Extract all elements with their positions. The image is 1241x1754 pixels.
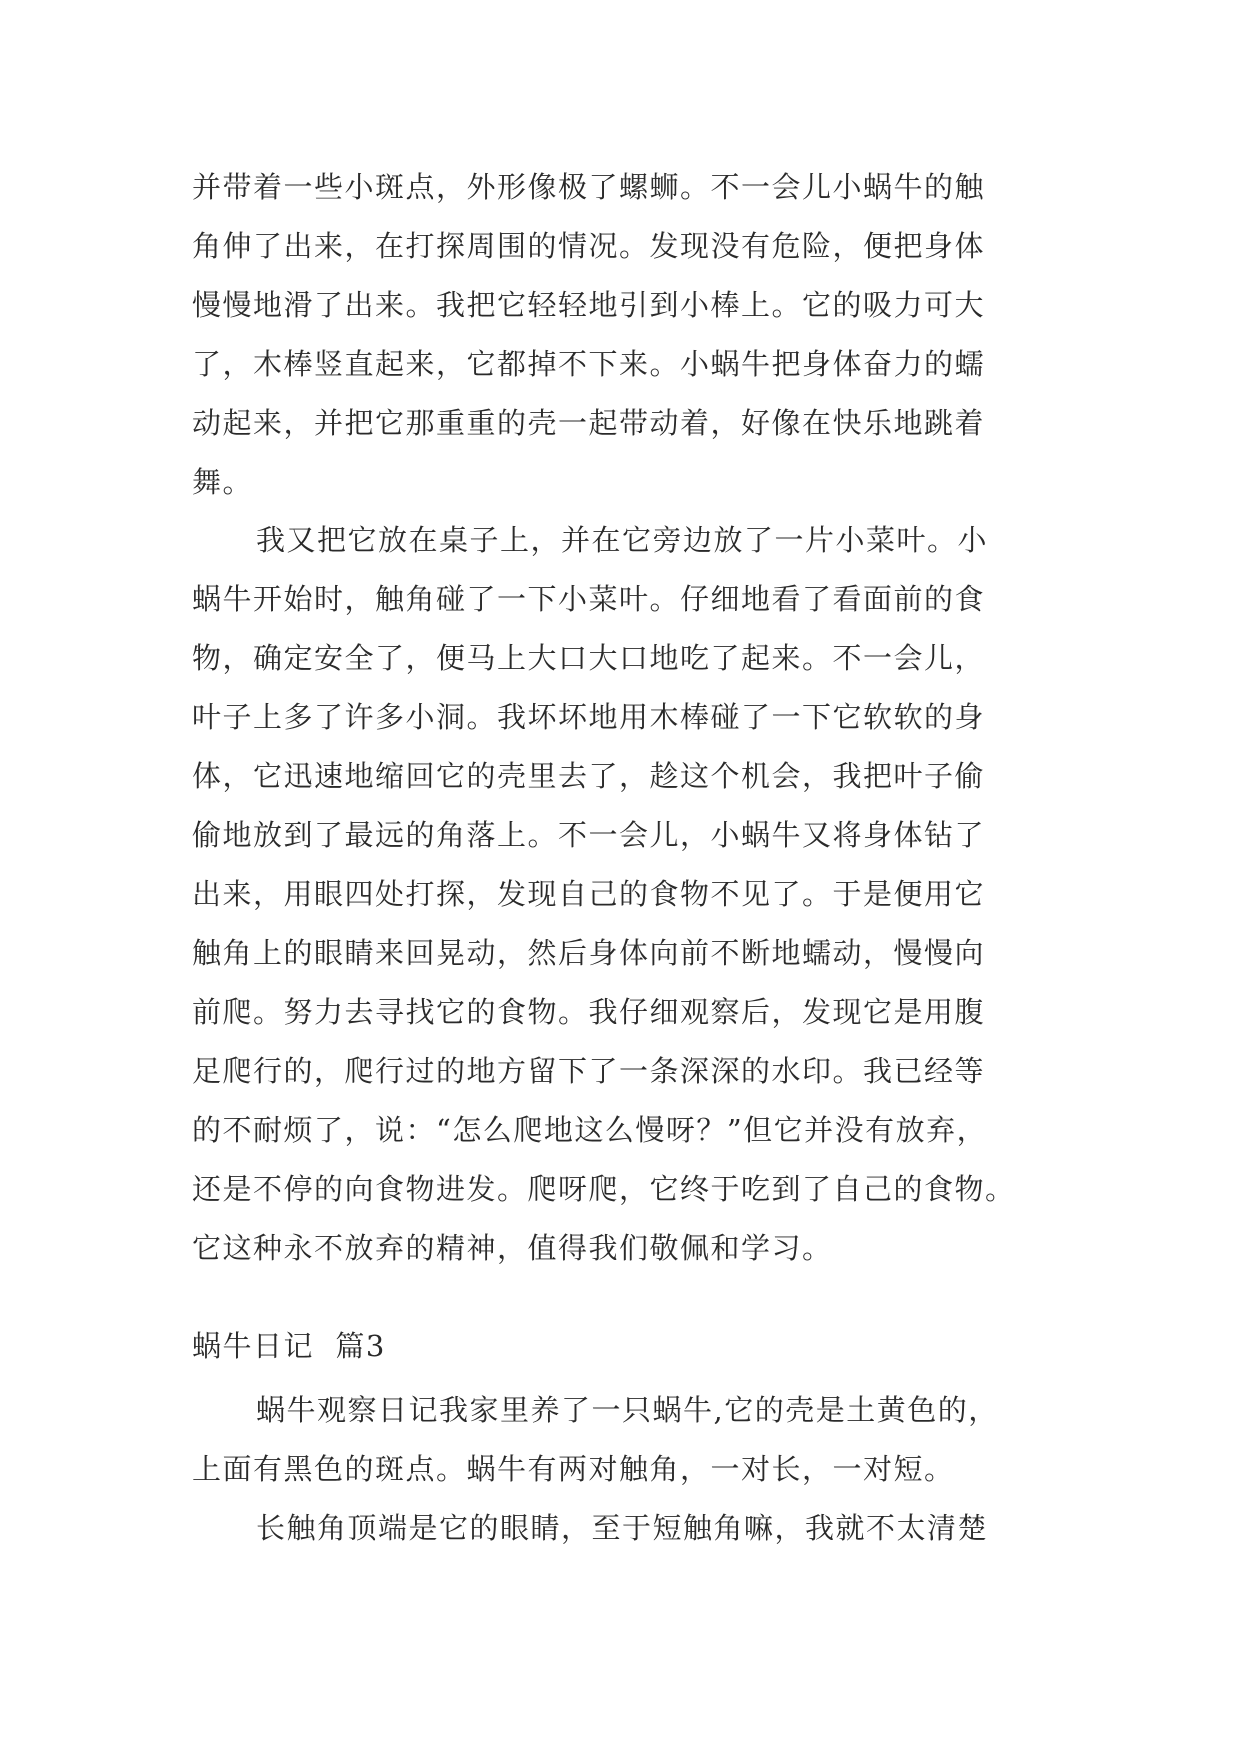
text-line: 蜗牛开始时，触角碰了一下小菜叶。仔细地看了看面前的食 xyxy=(192,582,986,616)
text-line: 角伸了出来，在打探周围的情况。发现没有危险，便把身体 xyxy=(192,229,986,263)
text-line: 动起来，并把它那重重的壳一起带动着，好像在快乐地跳着 xyxy=(192,406,986,440)
text-line: 舞。 xyxy=(192,465,254,499)
text-line: 足爬行的，爬行过的地方留下了一条深深的水印。我已经等 xyxy=(192,1054,986,1088)
text-line: 蜗牛观察日记我家里养了一只蜗牛,它的壳是土黄色的， xyxy=(256,1393,999,1427)
text-line: 偷地放到了最远的角落上。不一会儿，小蜗牛又将身体钻了 xyxy=(192,818,986,852)
section-heading-block xyxy=(192,1317,1072,1376)
text-line: 的不耐烦了，说：“怎么爬地这么慢呀？”但它并没有放弃， xyxy=(192,1113,988,1147)
text-line: 上面有黑色的斑点。蜗牛有两对触角，一对长，一对短。 xyxy=(192,1452,955,1486)
text-line: 叶子上多了许多小洞。我坏坏地用木棒碰了一下它软软的身 xyxy=(192,700,986,734)
text-line: 它这种永不放弃的精神，值得我们敬佩和学习。 xyxy=(192,1231,833,1265)
section-heading: 蜗牛日记 篇3 xyxy=(192,1329,386,1363)
text-line: 出来，用眼四处打探，发现自己的食物不见了。于是便用它 xyxy=(192,877,986,911)
text-line: 并带着一些小斑点，外形像极了螺蛳。不一会儿小蜗牛的触 xyxy=(192,170,986,204)
paragraph xyxy=(192,1499,1072,1558)
paragraph xyxy=(192,1381,1072,1499)
paragraph xyxy=(192,511,1072,1278)
text-line: 我又把它放在桌子上，并在它旁边放了一片小菜叶。小 xyxy=(256,523,989,557)
text-line: 体，它迅速地缩回它的壳里去了，趁这个机会，我把叶子偷 xyxy=(192,759,986,793)
text-line: 触角上的眼睛来回晃动，然后身体向前不断地蠕动，慢慢向 xyxy=(192,936,986,970)
paragraph-continued xyxy=(192,158,1072,512)
text-line: 慢慢地滑了出来。我把它轻轻地引到小棒上。它的吸力可大 xyxy=(192,288,986,322)
text-line: 长触角顶端是它的眼睛，至于短触角嘛，我就不太清楚 xyxy=(256,1511,989,1545)
text-line: 物，确定安全了，便马上大口大口地吃了起来。不一会儿， xyxy=(192,641,986,675)
text-line: 前爬。努力去寻找它的食物。我仔细观察后，发现它是用腹 xyxy=(192,995,986,1029)
text-line: 了，木棒竖直起来，它都掉不下来。小蜗牛把身体奋力的蠕 xyxy=(192,347,986,381)
text-line: 还是不停的向食物进发。爬呀爬，它终于吃到了自己的食物。 xyxy=(192,1172,1016,1206)
